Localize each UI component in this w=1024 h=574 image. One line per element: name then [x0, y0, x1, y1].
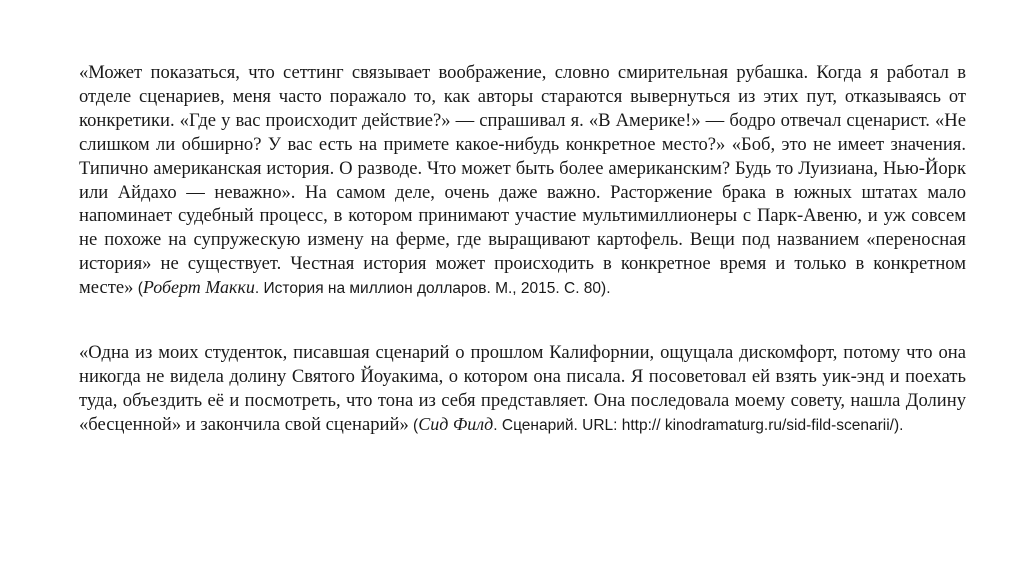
citation-open: (: [133, 280, 143, 298]
citation-source: . Сценарий. URL: http:// kinodramaturg.ru/sid-fild-scenarii/).: [493, 416, 904, 434]
citation: [133, 277, 611, 298]
citation-open: (: [408, 416, 419, 434]
quote-paragraph-field: [79, 341, 966, 438]
citation-author: Сид Филд: [418, 413, 494, 434]
quote-paragraph-mckee: [79, 61, 966, 301]
citation-source: . История на миллион долларов. М., 2015. С. 80).: [254, 280, 611, 298]
quote-text: «Может показаться, что сеттинг связывает воображение, словно смирительная рубашка. Когда я работал в отделе сценариев, меня часто поражало то, как авторы стараются вывернуться из этих пут, отказываясь от конкретики. «Где у вас происходит действие?» — спрашивал я. «В Америке!» — бодро отвечал сценарист. «Не слишком ли обширно? У вас есть на примете какое-нибудь конкретное место?» «Боб, это не имеет значения. Типично американская история. О разводе. Что может быть более американским? Будь то Луизиана, Нью-Йорк или Айдахо — неважно». На самом деле, очень даже важно. Расторжение брака в южных штатах мало напоминает судебный процесс, в котором принимают участие мультимиллионеры с Парк-Авеню, и уж совсем не похоже на супружескую измену на ферме, где выращивают картофель. Вещи под названием «переносная история» не существует. Честная история может происходить в конкретное время и только в конкретном месте»: [79, 62, 966, 299]
citation-author: Роберт Макки: [142, 277, 255, 298]
quote-text: «Одна из моих студенток, писавшая сценарий о прошлом Калифорнии, ощущала дискомфорт, потому что она никогда не видела долину Святого Йоуакима, о котором она писала. Я посоветовал ей взять уик-энд и поехать туда, объездить её и посмотреть, что тона из себя представляет. Она последовала моему совету, нашла Долину «бесценной» и закончила свой сценарий»: [79, 342, 966, 435]
citation: [408, 413, 904, 434]
